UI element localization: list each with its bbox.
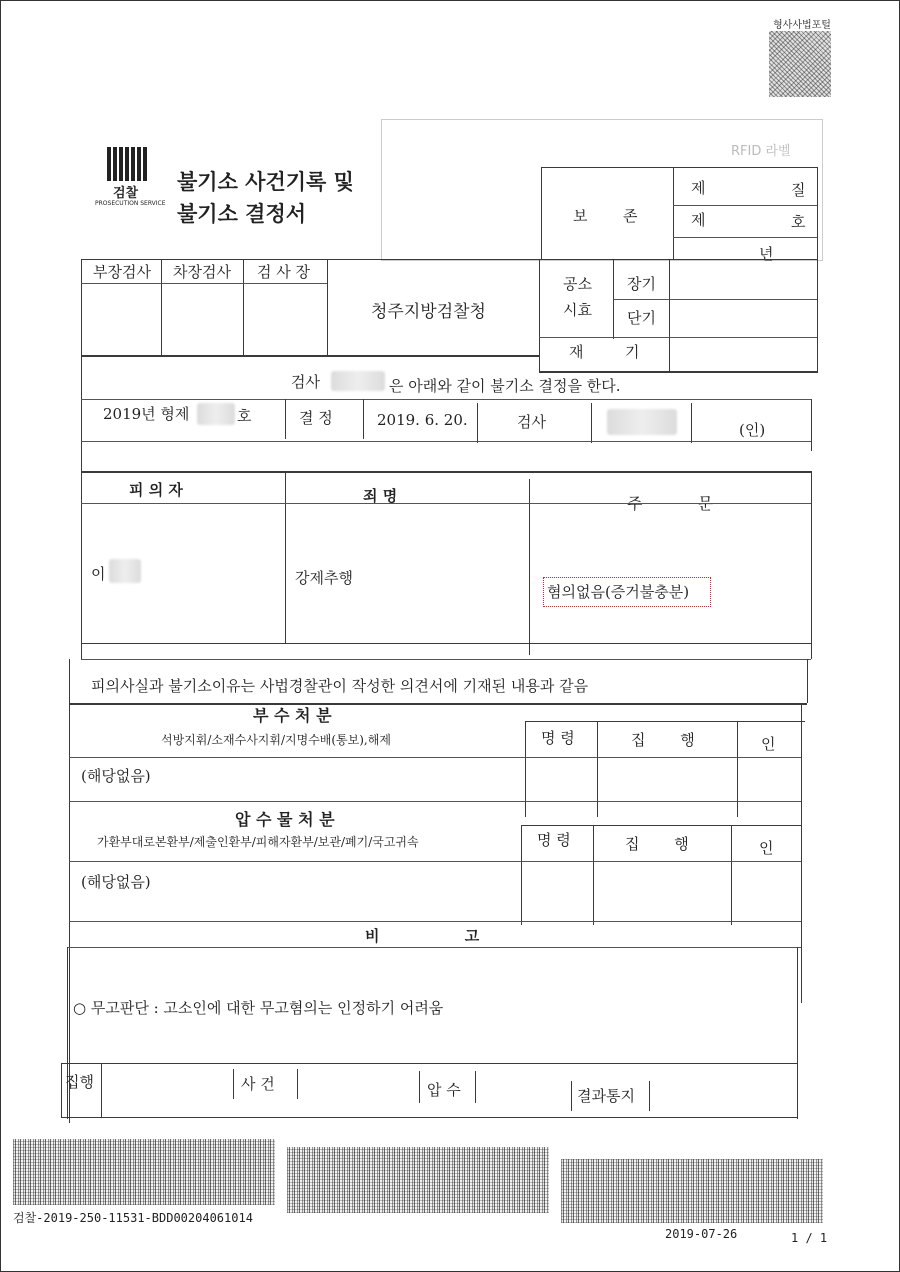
remarks-text: ○ 무고판단 : 고소인에 대한 무고혐의는 인정하기 어려움: [73, 999, 444, 1017]
attached-subtitle: 석방지휘/소재수사지휘/지명수배(통보),해제: [161, 733, 391, 747]
seized-value: (해당없음): [81, 873, 151, 891]
prosecutor-label: 검사: [517, 413, 546, 431]
page-number: 1 / 1: [791, 1231, 828, 1245]
redacted-prosecutor-name: [607, 409, 677, 435]
reason-text: 피의사실과 불기소이유는 사법경찰관이 작성한 의견서에 기재된 내용과 같음: [91, 677, 589, 695]
approver-label-deputy: 차장검사: [173, 263, 231, 281]
seal-mark: (인): [739, 421, 766, 439]
statement-suffix: 은 아래와 같이 불기소 결정을 한다.: [389, 377, 621, 395]
logo-subtitle: PROSECUTION SERVICE: [95, 200, 166, 207]
preservation-row1-a: 제: [691, 179, 706, 197]
approver-label-chief: 검 사 장: [257, 263, 311, 281]
redacted-prosecutor: [331, 371, 385, 391]
order-value: 혐의없음(증거불충분): [547, 583, 690, 601]
footer-result-label: 결과통지: [577, 1087, 635, 1105]
seized-col-exec: 집 행: [625, 835, 689, 853]
header-charge: 죄 명: [363, 487, 398, 505]
portal-label: 형사사법포털: [773, 20, 831, 31]
seized-col-order: 명 령: [537, 831, 571, 849]
charge-value: 강제추행: [295, 569, 353, 587]
preservation-row2-b: 호: [791, 213, 806, 231]
preservation-row2-a: 제: [691, 211, 706, 229]
reexam-label-b: 기: [625, 343, 640, 361]
footer-seizure-label: 압 수: [427, 1081, 461, 1099]
logo-brand: 검찰: [113, 186, 139, 201]
preservation-label-2: 존: [623, 207, 638, 225]
limitation-label-a: 공소: [563, 275, 592, 293]
barcode-middle: [287, 1147, 549, 1213]
decision-label: 결 정: [299, 409, 333, 427]
document-title-line1: 불기소 사건기록 및: [177, 169, 354, 194]
barcode-right: [561, 1159, 823, 1223]
redacted-case-number: [197, 403, 235, 425]
barcode-text: 검찰-2019-250-11531-BDD00204061014: [13, 1211, 253, 1225]
office-name: 청주지방검찰청: [371, 302, 486, 322]
preservation-row3: 년: [759, 245, 774, 263]
approver-label-division-head: 부장검사: [93, 263, 151, 281]
print-date: 2019-07-26: [665, 1227, 738, 1241]
document-title-line2: 불기소 결정서: [177, 201, 307, 226]
footer-exec-label: 집행: [65, 1073, 94, 1091]
limitation-long: 장기: [627, 275, 656, 293]
preservation-row1-b: 질: [791, 181, 806, 199]
attached-col-seal: 인: [761, 735, 776, 753]
attached-col-order: 명 령: [541, 729, 575, 747]
remarks-title: 비 고: [365, 927, 480, 945]
rfid-label: RFID 라벨: [731, 144, 791, 159]
footer-case-label: 사 건: [241, 1075, 275, 1093]
attached-col-exec: 집 행: [631, 731, 695, 749]
case-number-prefix: 2019년 형제: [103, 405, 190, 423]
limitation-short: 단기: [627, 309, 656, 327]
limitation-label-b: 시효: [563, 301, 592, 319]
case-number-suffix: 호: [237, 407, 252, 425]
attached-value: (해당없음): [81, 767, 151, 785]
barcode-left: [13, 1139, 275, 1205]
header-suspect: 피 의 자: [129, 481, 183, 499]
rfid-label-area: [381, 119, 823, 261]
seized-title: 압 수 물 처 분: [235, 810, 335, 829]
suspect-name: 이: [91, 565, 106, 583]
header-order: 주 문: [627, 494, 713, 513]
qr-code: [769, 31, 831, 97]
seized-col-seal: 인: [759, 839, 774, 857]
reexam-label-a: 재: [569, 343, 584, 361]
seized-subtitle: 가환부대로본환부/제출인환부/피해자환부/보관/폐기/국고귀속: [97, 835, 419, 849]
redacted-suspect: [109, 559, 141, 583]
statement-prefix: 검사: [291, 373, 320, 391]
attached-title: 부 수 처 분: [253, 706, 332, 725]
prosecution-logo: [107, 147, 149, 185]
preservation-label-1: 보: [573, 207, 588, 225]
decision-date: 2019. 6. 20.: [377, 411, 468, 429]
